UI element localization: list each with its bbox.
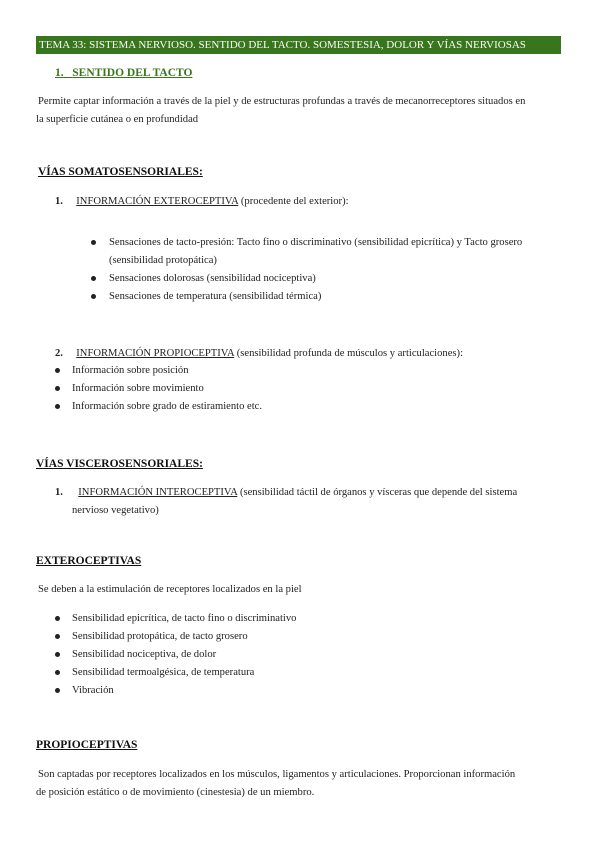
list-item: Vibración — [72, 685, 114, 696]
list-item: Información sobre posición — [72, 365, 189, 376]
list-item: Sensibilidad nociceptiva, de dolor — [72, 649, 217, 660]
bullet-icon — [55, 616, 60, 621]
list-item: Sensibilidad termoalgésica, de temperatura — [72, 667, 255, 678]
bullet-icon — [91, 294, 96, 299]
list-item: Sensibilidad protopática, de tacto grosero — [72, 631, 248, 642]
bullet-icon — [55, 404, 60, 409]
bullet-icon — [55, 386, 60, 391]
proprioceptive-line-2: de posición estático o de movimiento (cinestesia) de un miembro. — [36, 787, 315, 798]
bullet-icon — [55, 688, 60, 693]
exteroceptive-heading: EXTEROCEPTIVAS — [36, 555, 142, 567]
exteroceptive-item — [55, 193, 349, 211]
item-title: INFORMACIÓN EXTEROCEPTIVA — [76, 196, 239, 207]
section-heading — [55, 64, 192, 82]
bullet-icon — [55, 670, 60, 675]
item-description: (sensibilidad profunda de músculos y articulaciones): — [236, 348, 464, 359]
bullet-icon — [55, 634, 60, 639]
bullet-icon — [91, 240, 96, 245]
bullet-icon — [91, 276, 96, 281]
list-item: Sensaciones dolorosas (sensibilidad nociceptiva) — [109, 273, 316, 284]
item-description: (procedente del exterior): — [240, 196, 349, 207]
proprioceptive-heading: PROPIOCEPTIVAS — [36, 739, 138, 751]
list-item: Sensaciones de temperatura (sensibilidad térmica) — [109, 291, 322, 302]
list-item-continuation: (sensibilidad protopática) — [109, 255, 217, 266]
item-description: (sensibilidad táctil de órganos y vísceras que depende del sistema — [239, 487, 518, 498]
intro-line-1: Permite captar información a través de la piel y de estructuras profundas a través de mecanorreceptores situados en — [38, 96, 526, 107]
interoceptive-item — [55, 484, 517, 502]
list-item: Información sobre movimiento — [72, 383, 204, 394]
somatosensory-heading: VÍAS SOMATOSENSORIALES: — [38, 166, 203, 178]
document-title-banner: TEMA 33: SISTEMA NERVIOSO. SENTIDO DEL TACTO. SOMESTESIA, DOLOR Y VÍAS NERVIOSAS — [36, 36, 561, 54]
exteroceptive-intro: Se deben a la estimulación de receptores localizados en la piel — [38, 584, 302, 595]
item-description-continuation: nervioso vegetativo) — [72, 505, 159, 516]
item-number: 1. — [55, 196, 63, 207]
list-item: Información sobre grado de estiramiento etc. — [72, 401, 263, 412]
proprioceptive-item — [55, 345, 463, 363]
section-number: 1. — [55, 67, 64, 79]
item-title: INFORMACIÓN INTEROCEPTIVA — [78, 487, 238, 498]
section-title: SENTIDO DEL TACTO — [72, 67, 193, 79]
list-item: Sensaciones de tacto-presión: Tacto fino o discriminativo (sensibilidad epicrítica) y Tacto grosero — [109, 237, 523, 248]
item-number: 2. — [55, 348, 63, 359]
list-item: Sensibilidad epicrítica, de tacto fino o discriminativo — [72, 613, 297, 624]
item-title: INFORMACIÓN PROPIOCEPTIVA — [76, 348, 235, 359]
item-number: 1. — [55, 487, 63, 498]
bullet-icon — [55, 652, 60, 657]
intro-line-2: la superficie cutánea o en profundidad — [36, 114, 199, 125]
bullet-icon — [55, 368, 60, 373]
viscerosensory-heading: VÍAS VISCEROSENSORIALES: — [36, 458, 203, 470]
proprioceptive-line-1: Son captadas por receptores localizados en los músculos, ligamentos y articulaciones. Proporcionan información — [38, 769, 516, 780]
